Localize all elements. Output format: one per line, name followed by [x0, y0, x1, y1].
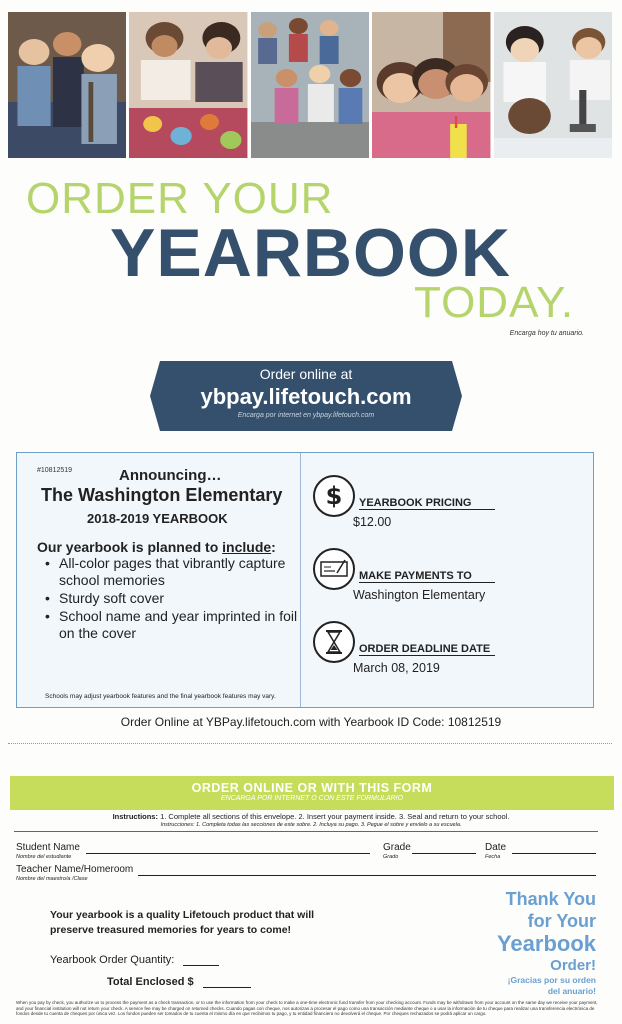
instructions-spanish: Instrucciones: 1. Completa todas las secciones de este sobre. 2. Incluya su pago. 3. Pegue el sobre y envíelo a su escuela. [160, 822, 462, 828]
thanks-line2: for Your [527, 911, 596, 931]
yearbook-year: 2018-2019 YEARBOOK [87, 511, 228, 526]
feature-item: • Sturdy soft cover [43, 590, 299, 607]
deadline-value: March 08, 2019 [353, 661, 440, 675]
features-heading [37, 539, 276, 555]
features-heading-underlined: include [222, 539, 272, 555]
total-enclosed-row [107, 976, 251, 988]
deadline-label: ORDER DEADLINE DATE [359, 643, 495, 656]
order-form-bar [10, 776, 614, 810]
order-online-code-line: Order Online at YBPay.lifetouch.com with Yearbook ID Code: 10812519 [120, 715, 502, 729]
banner-spanish: Encarga por internet en ybpay.lifetouch.com [237, 412, 375, 419]
yearbook-id: #10812519 [37, 467, 73, 474]
school-name: The Washington Elementary [41, 485, 283, 505]
teacher-label: Teacher Name/Homeroom [16, 864, 134, 875]
divider [14, 831, 598, 832]
yearbook-info-card [16, 452, 594, 708]
payment-fine-print: When you pay by check, you authorize us to process the payment as a check transaction, or to use the information from your check to make a one-time electronic fund transfer from your checking account. Funds may be withdrawn from your account on the same day we receive your payment, and your financial institution will not return your check. A service fee may be charged on returned checks. Cuando pagas con cheque, nos autorizas a procesar el pago como una transacción mediante cheque o a usar la información de tu cheque para realizar una transferencia electrónica de fondos desde tu cuenta de cheques por única vez. Los fondos pueden ser tomados de tu cuenta el mismo día en que recibimos tu pago, y tu entidad financiera no devolverá el cheque. Por cheques rechazados se podrá aplicar un cargo. [16, 1000, 598, 1016]
hero-headline [0, 160, 622, 350]
teacher-field[interactable] [138, 875, 596, 876]
grade-label: Grade [383, 842, 411, 853]
headline-today: TODAY. [414, 278, 575, 327]
announcing-heading: Announcing… [119, 467, 222, 484]
student-name-label: Student Name [16, 842, 80, 853]
form-bar-spanish: ENCARGA POR INTERNET O CON ESTE FORMULARIO [220, 795, 404, 802]
date-label: Date [485, 842, 507, 853]
photo-craft-activity [129, 12, 247, 158]
banner-url-link[interactable]: ybpay.lifetouch.com [200, 384, 412, 409]
order-quantity-row [50, 954, 219, 966]
photo-students-stairs [251, 12, 369, 158]
instructions-text: 1. Complete all sections of this envelope. 2. Insert your payment inside. 3. Seal and return to your school. [160, 812, 510, 821]
headline-spanish: Encarga hoy tu anuario. [509, 330, 584, 337]
instructions-prefix: Instructions: [112, 812, 158, 821]
feature-item: • School name and year imprinted in foil on the cover [43, 608, 299, 642]
grade-field[interactable] [412, 853, 476, 854]
dollar-icon [313, 475, 355, 517]
pricing-value: $12.00 [353, 515, 392, 529]
thanks-spanish1: ¡Gracias por su orden [507, 975, 596, 985]
thanks-line1: Thank You [505, 889, 596, 909]
form-instructions [0, 812, 622, 828]
payments-block [313, 548, 583, 602]
features-heading-prefix: Our yearbook is planned to [37, 539, 223, 555]
deadline-block [313, 621, 583, 675]
pricing-label: YEARBOOK PRICING [359, 497, 495, 510]
date-label-es: Fecha [485, 854, 501, 860]
teacher-label-es: Nombre del maestro/a /Clase [16, 876, 88, 882]
photo-smiling-girls [372, 12, 490, 158]
grade-label-es: Grado [383, 854, 399, 860]
payments-label: MAKE PAYMENTS TO [359, 570, 495, 583]
date-field[interactable] [512, 853, 596, 854]
headline-yearbook: YEARBOOK [110, 215, 511, 291]
thank-you-message [497, 888, 596, 997]
photo-students-group [8, 12, 126, 158]
quality-statement: Your yearbook is a quality Lifetouch product that will preserve treasured memories for years to come! [50, 909, 315, 936]
headline-order-your: ORDER YOUR [26, 174, 334, 223]
check-icon [313, 548, 355, 590]
feature-item: • All-color pages that vibrantly capture school memories [43, 555, 299, 589]
features-heading-suffix: : [271, 539, 276, 555]
thanks-spanish2: del anuario! [547, 986, 596, 996]
photo-microscope [494, 12, 612, 158]
student-name-field[interactable] [86, 853, 370, 854]
form-bar-title: ORDER ONLINE OR WITH THIS FORM [191, 781, 433, 795]
features-list [43, 555, 299, 643]
svg-text:$: $ [325, 482, 343, 510]
pricing-block [313, 475, 583, 529]
quantity-label: Yearbook Order Quantity: [50, 954, 175, 966]
cut-line [8, 743, 612, 744]
total-field[interactable] [203, 976, 251, 988]
student-name-label-es: Nombre del estudiante [16, 854, 72, 860]
quantity-field[interactable] [183, 954, 219, 966]
photo-strip [8, 12, 612, 158]
thanks-line4: Order! [550, 957, 596, 974]
banner-intro: Order online at [259, 366, 353, 382]
hourglass-icon [313, 621, 355, 663]
order-online-banner [160, 361, 452, 431]
card-features-panel [17, 453, 301, 707]
total-label: Total Enclosed $ [107, 976, 194, 988]
features-disclaimer: Schools may adjust yearbook features and the final yearbook features may vary. [45, 693, 276, 700]
payments-value: Washington Elementary [353, 588, 486, 602]
thanks-line3: Yearbook [496, 931, 596, 956]
